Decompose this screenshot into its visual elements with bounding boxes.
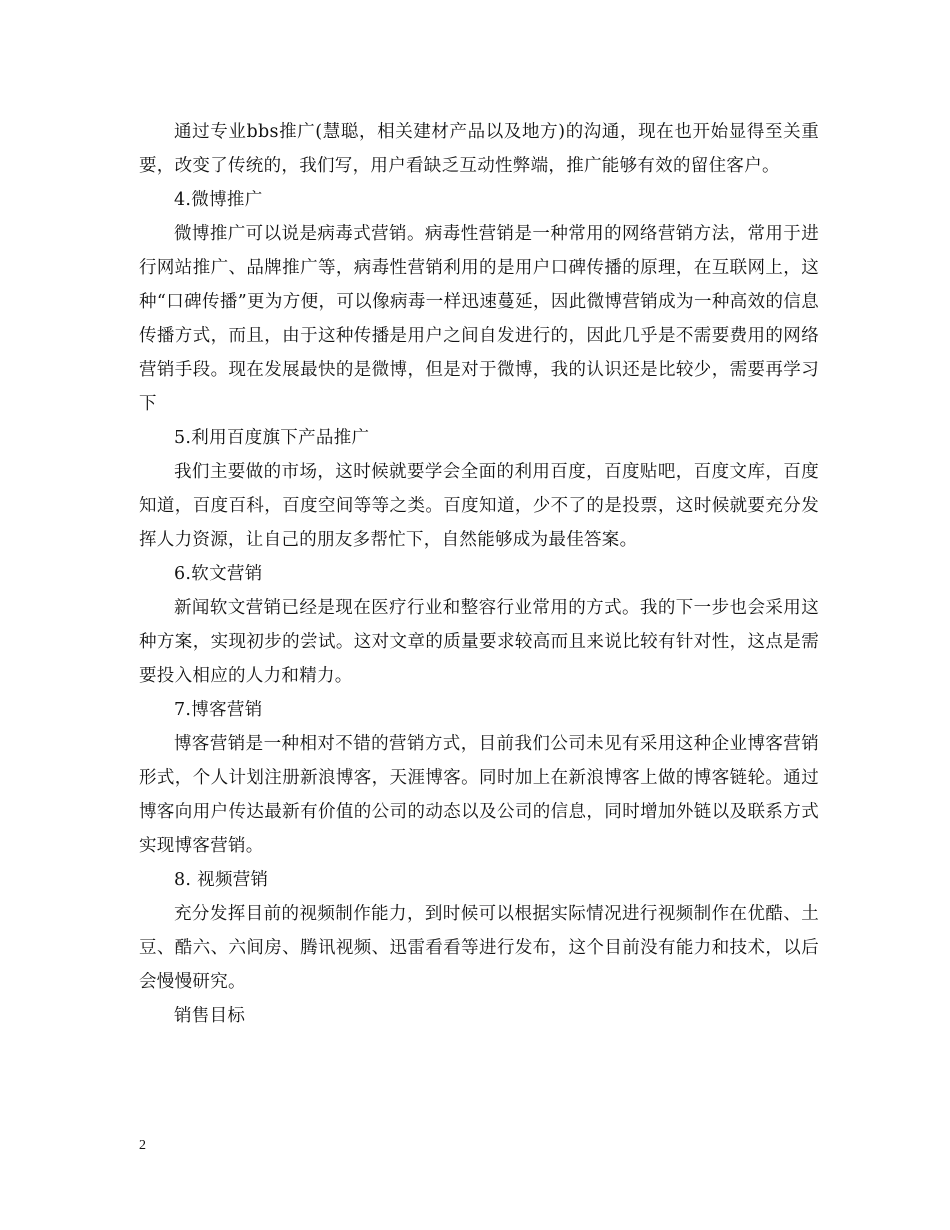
page-number: 2 bbox=[139, 1138, 146, 1153]
heading-sales-target: 销售目标 bbox=[174, 1006, 246, 1026]
paragraph-baidu-promotion: 我们主要做的市场，这时候就要学会全面的利用百度，百度贴吧，百度文库，百度知道，百度百科，百度空间等等之类。百度知道，少不了的是投票，这时候就要充分发挥人力资源，让自己的朋友多帮忙下，自然能够成为最佳答案。 bbox=[139, 462, 819, 550]
heading-soft-article-marketing: 6.软文营销 bbox=[174, 564, 263, 584]
paragraph-blog-marketing: 博客营销是一种相对不错的营销方式，目前我们公司未见有采用这种企业博客营销形式，个人计划注册新浪博客，天涯博客。同时加上在新浪博客上做的博客链轮。通过博客向用户传达最新有价值的公司的动态以及公司的信息，同时增加外链以及联系方式实现博客营销。 bbox=[139, 734, 819, 856]
document-body bbox=[139, 115, 819, 1033]
paragraph-soft-article-marketing: 新闻软文营销已经是现在医疗行业和整容行业常用的方式。我的下一步也会采用这种方案，实现初步的尝试。这对文章的质量要求较高而且来说比较有针对性，这点是需要投入相应的人力和精力。 bbox=[139, 598, 819, 686]
paragraph-weibo-promotion: 微博推广可以说是病毒式营销。病毒性营销是一种常用的网络营销方法，常用于进行网站推广、品牌推广等，病毒性营销利用的是用户口碑传播的原理，在互联网上，这种“口碑传播”更为方便，可以像病毒一样迅速蔓延，因此微博营销成为一种高效的信息传播方式，而且，由于这种传播是用户之间自发进行的，因此几乎是不需要费用的网络营销手段。现在发展最快的是微博，但是对于微博，我的认识还是比较少，需要再学习下 bbox=[139, 224, 819, 414]
paragraph-video-marketing: 充分发挥目前的视频制作能力，到时候可以根据实际情况进行视频制作在优酷、土豆、酷六、六间房、腾讯视频、迅雷看看等进行发布，这个目前没有能力和技术，以后会慢慢研究。 bbox=[139, 904, 819, 992]
heading-video-marketing: 8. 视频营销 bbox=[174, 870, 269, 890]
heading-blog-marketing: 7.博客营销 bbox=[174, 700, 263, 720]
paragraph-bbs-promotion: 通过专业bbs推广(慧聪，相关建材产品以及地方)的沟通，现在也开始显得至关重要，改变了传统的，我们写，用户看缺乏互动性弊端，推广能够有效的留住客户。 bbox=[139, 122, 819, 176]
heading-weibo-promotion: 4.微博推广 bbox=[174, 190, 263, 210]
heading-baidu-promotion: 5.利用百度旗下产品推广 bbox=[174, 428, 370, 448]
